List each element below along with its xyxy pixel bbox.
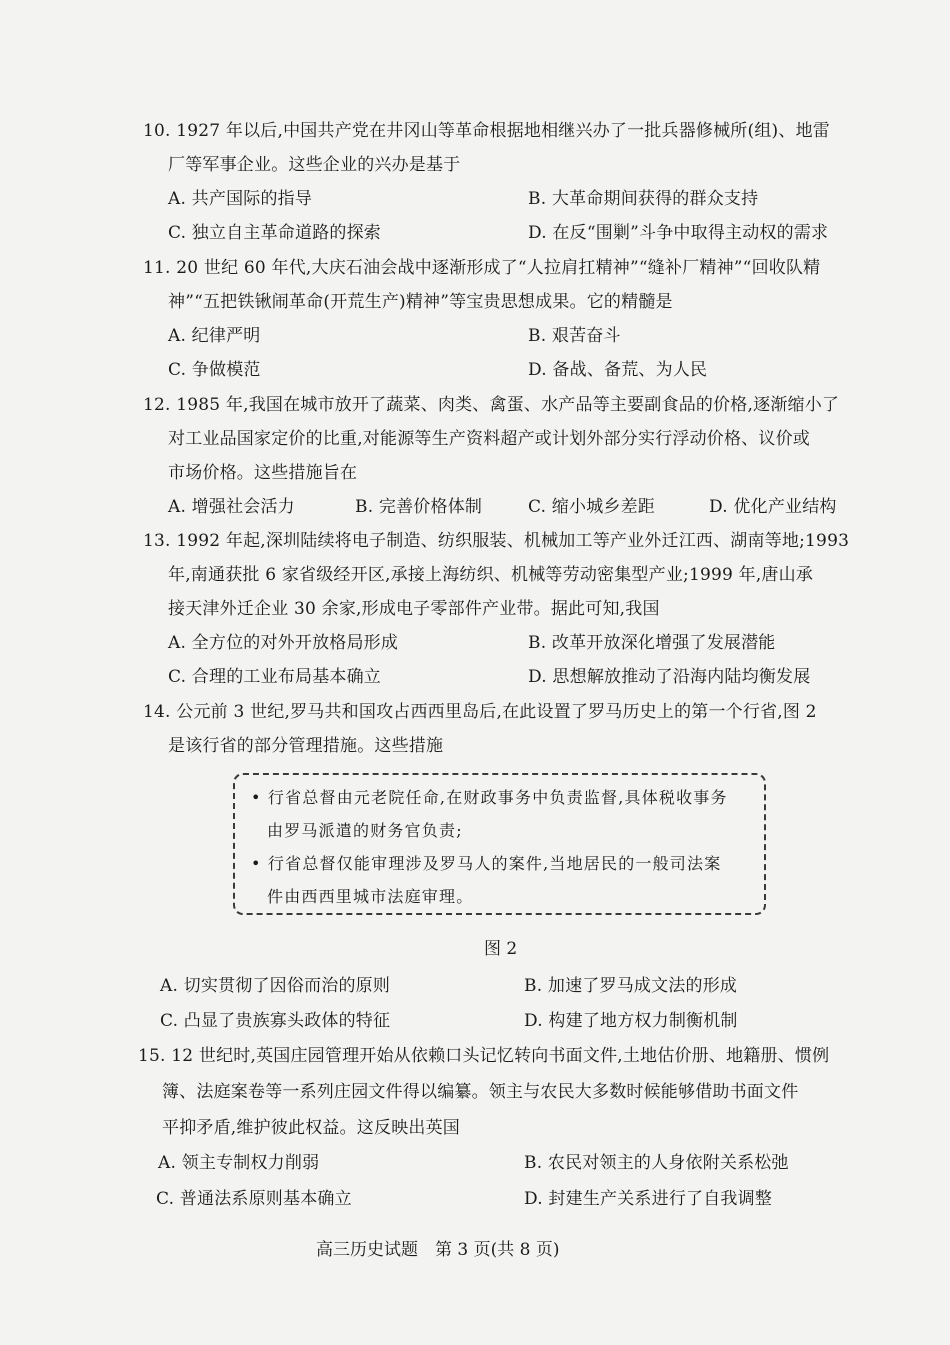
q11-stem-line-1: 11. 20 世纪 60 年代,大庆石油会战中逐渐形成了“人拉肩扛精神”“缝补厂精神”“回收队精 xyxy=(143,258,821,278)
q11-option-c: C. 争做模范 xyxy=(168,360,261,380)
q12-option-d: D. 优化产业结构 xyxy=(709,497,837,517)
q12-option-b: B. 完善价格体制 xyxy=(355,497,483,517)
q10-stem-line-1: 10. 1927 年以后,中国共产党在井冈山等革命根据地相继兴办了一批兵器修械所(组)、地雷 xyxy=(143,121,830,141)
figure-bullet-2-line-2: 件由西西里城市法庭审理。 xyxy=(267,887,474,906)
q15-stem-line-3: 平抑矛盾,维护彼此权益。这反映出英国 xyxy=(162,1118,461,1138)
figure-bullet-1-line-1: • 行省总督由元老院任命,在财政事务中负责监督,具体税收事务 xyxy=(251,788,728,807)
q15-stem-line-1: 15. 12 世纪时,英国庄园管理开始从依赖口头记忆转向书面文件,土地估价册、地籍册、惯例 xyxy=(138,1046,830,1066)
q15-option-a: A. 领主专制权力削弱 xyxy=(158,1153,320,1173)
q15-option-c: C. 普通法系原则基本确立 xyxy=(156,1189,352,1209)
q12-option-a: A. 增强社会活力 xyxy=(168,497,295,517)
q10-option-d: D. 在反“围剿”斗争中取得主动权的需求 xyxy=(528,223,829,243)
q12-stem-line-1: 12. 1985 年,我国在城市放开了蔬菜、肉类、禽蛋、水产品等主要副食品的价格,逐渐缩小了 xyxy=(143,395,840,415)
q14-stem-line-1: 14. 公元前 3 世纪,罗马共和国攻占西西里岛后,在此设置了罗马历史上的第一个行省,图 2 xyxy=(143,702,817,722)
q13-option-b: B. 改革开放深化增强了发展潜能 xyxy=(528,633,776,653)
q10-option-a: A. 共产国际的指导 xyxy=(168,189,313,209)
page-footer: 高三历史试题 第 3 页(共 8 页) xyxy=(316,1240,560,1260)
q15-option-b: B. 农民对领主的人身依附关系松弛 xyxy=(524,1153,789,1173)
q12-stem-line-2: 对工业品国家定价的比重,对能源等生产资料超产或计划外部分实行浮动价格、议价或 xyxy=(168,429,811,449)
q11-stem-line-2: 神”“五把铁锹闹革命(开荒生产)精神”等宝贵思想成果。它的精髓是 xyxy=(168,292,673,312)
q13-stem-line-2: 年,南通获批 6 家省级经开区,承接上海纺织、机械等劳动密集型产业;1999 年,唐山承 xyxy=(168,565,814,585)
q10-stem-line-2: 厂等军事企业。这些企业的兴办是基于 xyxy=(168,155,461,175)
q14-option-a: A. 切实贯彻了因俗而治的原则 xyxy=(160,976,391,996)
q14-stem-line-2: 是该行省的部分管理措施。这些措施 xyxy=(168,736,444,756)
q11-option-b: B. 艰苦奋斗 xyxy=(528,326,621,346)
figure-bullet-1-line-2: 由罗马派遣的财务官负责; xyxy=(267,821,463,840)
q13-stem-line-1: 13. 1992 年起,深圳陆续将电子制造、纺织服装、机械加工等产业外迁江西、湖南等地;1993 xyxy=(143,531,850,551)
q14-option-d: D. 构建了地方权力制衡机制 xyxy=(524,1011,738,1031)
q14-option-b: B. 加速了罗马成文法的形成 xyxy=(524,976,738,996)
q10-option-c: C. 独立自主革命道路的探索 xyxy=(168,223,382,243)
q10-option-b: B. 大革命期间获得的群众支持 xyxy=(528,189,759,209)
figure-2-caption: 图 2 xyxy=(484,939,518,959)
q11-option-a: A. 纪律严明 xyxy=(168,326,261,346)
q13-option-a: A. 全方位的对外开放格局形成 xyxy=(168,633,399,653)
figure-2-box xyxy=(233,773,766,915)
q13-stem-line-3: 接天津外迁企业 30 余家,形成电子零部件产业带。据此可知,我国 xyxy=(168,599,660,619)
figure-bullet-2-line-1: • 行省总督仅能审理涉及罗马人的案件,当地居民的一般司法案 xyxy=(251,854,722,873)
q13-option-c: C. 合理的工业布局基本确立 xyxy=(168,667,382,687)
q12-option-c: C. 缩小城乡差距 xyxy=(528,497,656,517)
q15-stem-line-2: 簿、法庭案卷等一系列庄园文件得以编纂。领主与农民大多数时候能够借助书面文件 xyxy=(162,1082,799,1102)
q13-option-d: D. 思想解放推动了沿海内陆均衡发展 xyxy=(528,667,811,687)
q11-option-d: D. 备战、备荒、为人民 xyxy=(528,360,708,380)
q15-option-d: D. 封建生产关系进行了自我调整 xyxy=(524,1189,773,1209)
q14-option-c: C. 凸显了贵族寡头政体的特征 xyxy=(160,1011,391,1031)
q12-stem-line-3: 市场价格。这些措施旨在 xyxy=(168,463,358,483)
